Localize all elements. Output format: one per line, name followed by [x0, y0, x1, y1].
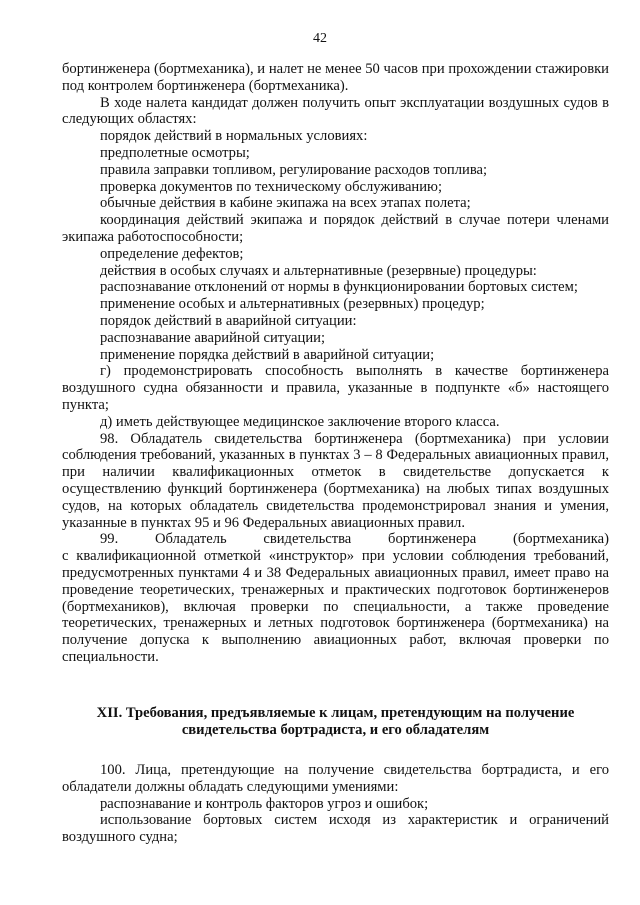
- page-number: 42: [313, 31, 327, 46]
- list-item: проверка документов по техническому обслуживанию;: [100, 178, 443, 195]
- list-item: применение особых и альтернативных (резервных) процедур;: [100, 296, 485, 313]
- list-item: распознавание и контроль факторов угроз и ошибок;: [100, 795, 429, 812]
- list-item: правила заправки топливом, регулирование расходов топлива;: [100, 161, 488, 178]
- list-item: обычные действия в кабине экипажа на всех этапах полета;: [100, 195, 471, 212]
- paragraph: В ходе налета кандидат должен получить опыт эксплуатации воздушных судов в следующих областях:: [62, 94, 609, 128]
- list-item: действия в особых случаях и альтернативные (резервные) процедуры:: [100, 262, 537, 279]
- list-item: распознавание аварийной ситуации;: [100, 329, 326, 346]
- list-item: предполетные осмотры;: [100, 144, 250, 161]
- paragraph: бортинженера (бортмеханика), и налет не менее 50 часов при прохождении стажировки под контролем бортинженера (бортмеханика).: [62, 61, 609, 94]
- paragraph-98: 98. Обладатель свидетельства бортинженера (бортмеханика) при условии соблюдения требований, указанных в пунктах 3 – 8 Федеральных авиационных правил, при наличии квалификационных отметок в свидетельстве допускается к осуществлению функций бортинженера (бортмеханика) на любых типах воздушных судов, на которых обладатель свидетельства продемонстрировал знания и умения, указанные в пунктах 95 и 96 Федеральных авиационных правил.: [62, 430, 609, 531]
- paragraph-99-continuation: с квалификационной отметкой «инструктор» при условии соблюдения требований, предусмотренных пунктами 4 и 38 Федеральных авиационных правил, имеет право на проведение теоретических, тренажерных и практических подготовок бортинженеров (бортмехаников), включая проверки по специальности, а также проведение теоретических, тренажерных и летных подготовок бортинженера (бортмеханика) на получение допуска к выполнению авиационных работ, включая проверки по специальности.: [62, 548, 609, 665]
- list-item: использование бортовых систем исходя из характеристик и ограничений воздушного судна;: [62, 812, 609, 846]
- section-heading: XII. Требования, предъявляемые к лицам, претендующим на получение свидетельства бортрадиста, и его обладателям: [96, 705, 575, 738]
- list-item: применение порядка действий в аварийной ситуации;: [100, 346, 435, 363]
- list-item: порядок действий в аварийной ситуации:: [100, 312, 357, 329]
- paragraph: г) продемонстрировать способность выполнять в качестве бортинженера воздушного судна обязанности и правила, указанные в подпункте «б» настоящего пункта;: [62, 363, 609, 413]
- paragraph-99-first-line: 99. Обладатель свидетельства бортинженера (бортмеханика): [100, 531, 609, 548]
- list-item: распознавание отклонений от нормы в функционировании бортовых систем;: [100, 279, 578, 296]
- list-item: определение дефектов;: [100, 245, 244, 262]
- paragraph: д) иметь действующее медицинское заключение второго класса.: [100, 413, 500, 430]
- list-item: координация действий экипажа и порядок действий в случае потери членами экипажа работоспособности;: [62, 212, 609, 245]
- body-text-after-heading: [62, 762, 609, 846]
- paragraph-100: 100. Лица, претендующие на получение свидетельства бортрадиста, и его обладатели должны обладать следующими умениями:: [62, 762, 609, 795]
- body-text: [62, 61, 609, 666]
- list-item: порядок действий в нормальных условиях:: [100, 128, 368, 145]
